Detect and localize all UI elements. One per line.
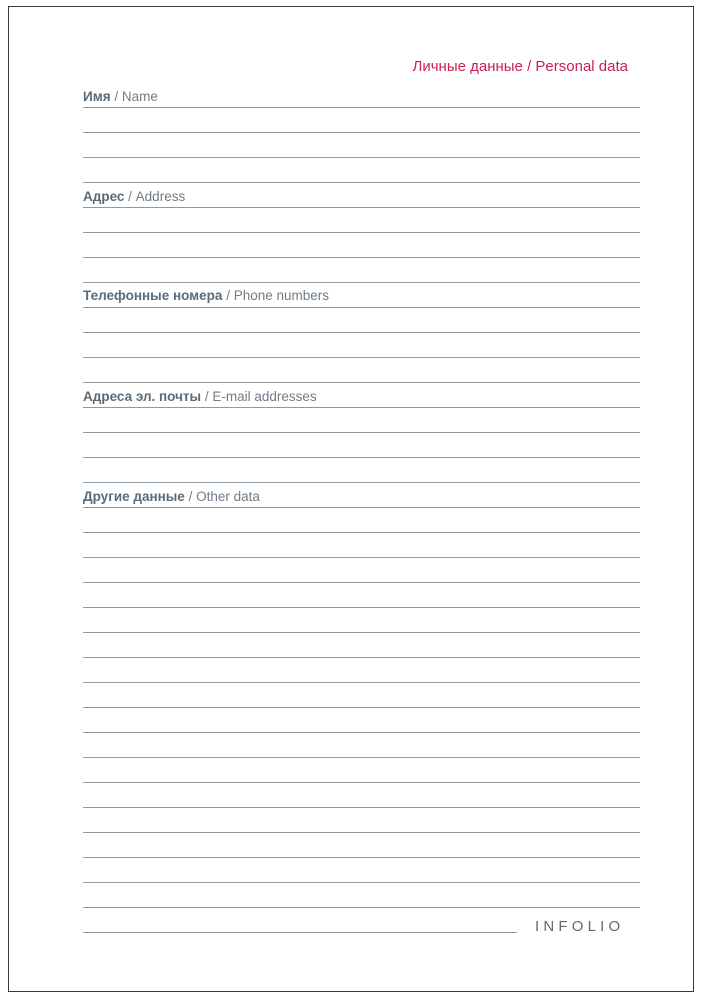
page-title-ru: Личные данные	[412, 58, 523, 75]
writing-line[interactable]	[83, 132, 640, 133]
writing-line[interactable]	[83, 457, 640, 458]
section-label-ru: Телефонные номера	[83, 288, 223, 303]
section-label-ru: Адрес	[83, 189, 125, 204]
section-label-ru: Имя	[83, 89, 111, 104]
writing-line[interactable]	[83, 682, 640, 683]
writing-line[interactable]	[83, 332, 640, 333]
writing-line[interactable]	[83, 307, 640, 308]
writing-line[interactable]	[83, 257, 640, 258]
writing-line[interactable]	[83, 857, 640, 858]
writing-line[interactable]	[83, 807, 640, 808]
writing-line[interactable]	[83, 532, 640, 533]
section-label-separator: /	[184, 489, 197, 504]
section-label-en: E-mail addresses	[212, 389, 317, 404]
writing-line[interactable]	[83, 157, 640, 158]
section-label-separator: /	[201, 389, 213, 404]
section-label-en: Name	[121, 89, 158, 104]
writing-line[interactable]	[83, 782, 640, 783]
section-label-ru: Адреса эл. почты	[83, 389, 202, 404]
section-label-phone-numbers	[83, 288, 329, 303]
section-label-en: Phone numbers	[233, 288, 330, 303]
writing-line[interactable]	[83, 582, 640, 583]
writing-line[interactable]	[83, 107, 640, 108]
section-label-ru: Другие данные	[83, 489, 185, 504]
writing-line[interactable]	[83, 882, 640, 883]
page-title-separator: /	[522, 58, 536, 75]
writing-line[interactable]	[83, 707, 640, 708]
notebook-page	[8, 6, 694, 992]
section-label-other-data	[83, 489, 260, 504]
writing-line[interactable]	[83, 382, 640, 383]
page-title-en: Personal data	[535, 58, 628, 75]
writing-line[interactable]	[83, 407, 640, 408]
section-label-separator: /	[110, 89, 122, 104]
brand-logo: INFOLIO	[535, 918, 625, 935]
writing-line[interactable]	[83, 357, 640, 358]
section-label-separator: /	[222, 288, 234, 303]
writing-line[interactable]	[83, 607, 640, 608]
section-label-email-addresses	[83, 389, 317, 404]
writing-line[interactable]	[83, 732, 640, 733]
section-label-name	[83, 89, 158, 104]
writing-line[interactable]	[83, 207, 640, 208]
writing-line[interactable]	[83, 232, 640, 233]
writing-line[interactable]	[83, 482, 640, 483]
page-title	[413, 58, 629, 75]
section-label-address	[83, 189, 185, 204]
section-label-en: Other data	[196, 489, 260, 504]
writing-line[interactable]	[83, 932, 517, 933]
writing-line[interactable]	[83, 282, 640, 283]
writing-line[interactable]	[83, 182, 640, 183]
writing-line[interactable]	[83, 657, 640, 658]
writing-line[interactable]	[83, 832, 640, 833]
writing-line[interactable]	[83, 507, 640, 508]
section-label-en: Address	[135, 189, 186, 204]
writing-line[interactable]	[83, 432, 640, 433]
section-label-separator: /	[124, 189, 136, 204]
writing-line[interactable]	[83, 757, 640, 758]
writing-line[interactable]	[83, 632, 640, 633]
writing-line[interactable]	[83, 557, 640, 558]
writing-line[interactable]	[83, 907, 640, 908]
